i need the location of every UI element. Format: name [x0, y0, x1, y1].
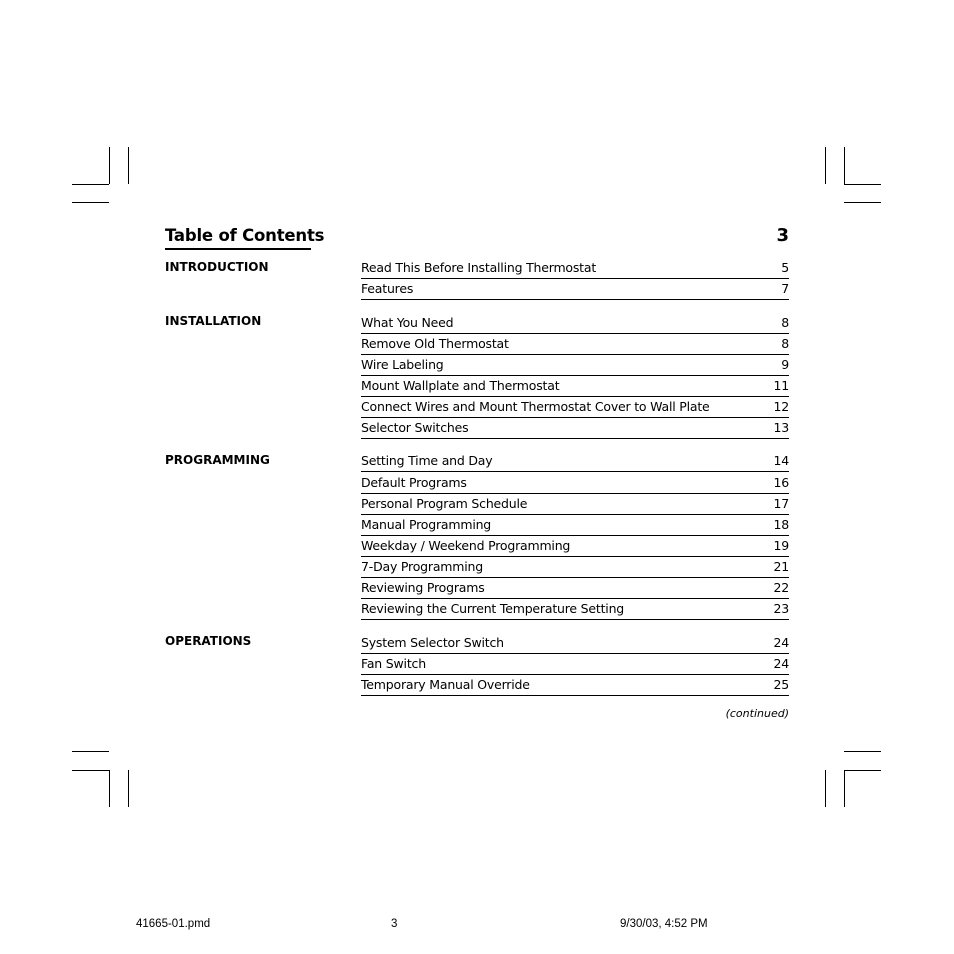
toc-entry[interactable] [361, 536, 789, 557]
toc-entry-title: Features [361, 281, 414, 296]
crop-mark [128, 770, 129, 807]
toc-entry-page: 14 [773, 453, 789, 468]
toc-entry[interactable] [361, 515, 789, 536]
section-label-installation: INSTALLATION [165, 314, 262, 328]
toc-entry-page: 22 [773, 580, 789, 595]
toc-entry-title: What You Need [361, 315, 454, 330]
page-number: 3 [776, 225, 789, 246]
section-label-programming: PROGRAMMING [165, 453, 270, 467]
crop-mark [109, 770, 110, 807]
toc-entry[interactable] [361, 654, 789, 675]
toc-entry-page: 18 [773, 517, 789, 532]
toc-entry-title: Reviewing Programs [361, 580, 485, 595]
crop-mark [844, 202, 881, 203]
toc-entry-page: 9 [781, 357, 789, 372]
toc-entry-title: Weekday / Weekend Programming [361, 538, 571, 553]
footer-filename: 41665-01.pmd [136, 918, 211, 930]
toc-entry-title: System Selector Switch [361, 635, 504, 650]
continued-note: (continued) [725, 707, 789, 720]
toc-entry[interactable] [361, 397, 789, 418]
crop-mark [72, 770, 109, 771]
crop-mark [844, 770, 845, 807]
toc-entry-page: 17 [773, 496, 789, 511]
toc-entry[interactable] [361, 494, 789, 515]
section-label-introduction: INTRODUCTION [165, 260, 269, 274]
toc-entry[interactable] [361, 334, 789, 355]
toc-entry-title: Mount Wallplate and Thermostat [361, 378, 560, 393]
toc-entry-page: 21 [773, 559, 789, 574]
crop-mark [128, 147, 129, 184]
toc-entry-page: 24 [773, 656, 789, 671]
toc-entry-title: Temporary Manual Override [361, 677, 530, 692]
toc-entry[interactable] [361, 599, 789, 620]
footer-timestamp: 9/30/03, 4:52 PM [620, 918, 708, 930]
toc-entry[interactable] [361, 355, 789, 376]
toc-entry[interactable] [361, 376, 789, 397]
toc-entry[interactable] [361, 313, 789, 334]
crop-mark [72, 202, 109, 203]
toc-entry[interactable] [361, 279, 789, 300]
crop-mark [72, 751, 109, 752]
footer-page-number: 3 [391, 918, 398, 930]
toc-entry[interactable] [361, 418, 789, 439]
crop-mark [72, 184, 109, 185]
toc-entry[interactable] [361, 258, 789, 279]
toc-entry-title: Read This Before Installing Thermostat [361, 260, 597, 275]
toc-entry-page: 5 [781, 260, 789, 275]
toc-entry-title: 7-Day Programming [361, 559, 483, 574]
toc-entry-page: 12 [773, 399, 789, 414]
section-label-operations: OPERATIONS [165, 634, 252, 648]
toc-entry-page: 11 [773, 378, 789, 393]
toc-entry[interactable] [361, 557, 789, 578]
toc-entry-page: 8 [781, 315, 789, 330]
toc-entry[interactable] [361, 451, 789, 472]
toc-entry-page: 13 [773, 420, 789, 435]
crop-mark [844, 770, 881, 771]
toc-entry-title: Selector Switches [361, 420, 469, 435]
toc-entry-title: Reviewing the Current Temperature Setting [361, 601, 625, 616]
page-title: Table of Contents [165, 226, 325, 245]
crop-mark [844, 184, 881, 185]
crop-mark [825, 147, 826, 184]
toc-entry-page: 24 [773, 635, 789, 650]
toc-entry-page: 16 [773, 475, 789, 490]
crop-mark [844, 147, 845, 184]
toc-entry-page: 19 [773, 538, 789, 553]
toc-entry-title: Setting Time and Day [361, 453, 493, 468]
title-underline [165, 248, 311, 250]
toc-entry-title: Remove Old Thermostat [361, 336, 509, 351]
toc-entry-title: Fan Switch [361, 656, 426, 671]
toc-entry-title: Wire Labeling [361, 357, 444, 372]
toc-entry-page: 7 [781, 281, 789, 296]
toc-entry[interactable] [361, 633, 789, 654]
toc-entry[interactable] [361, 578, 789, 599]
toc-entry-page: 25 [773, 677, 789, 692]
crop-mark [109, 147, 110, 184]
toc-entry-title: Personal Program Schedule [361, 496, 528, 511]
toc-entry[interactable] [361, 675, 789, 696]
toc-entry-page: 8 [781, 336, 789, 351]
toc-entry-title: Default Programs [361, 475, 467, 490]
toc-entry[interactable] [361, 473, 789, 494]
crop-mark [844, 751, 881, 752]
toc-entry-title: Connect Wires and Mount Thermostat Cover to Wall Plate [361, 399, 710, 414]
crop-mark [825, 770, 826, 807]
toc-entry-title: Manual Programming [361, 517, 492, 532]
toc-entry-page: 23 [773, 601, 789, 616]
toc-heading [165, 226, 789, 250]
